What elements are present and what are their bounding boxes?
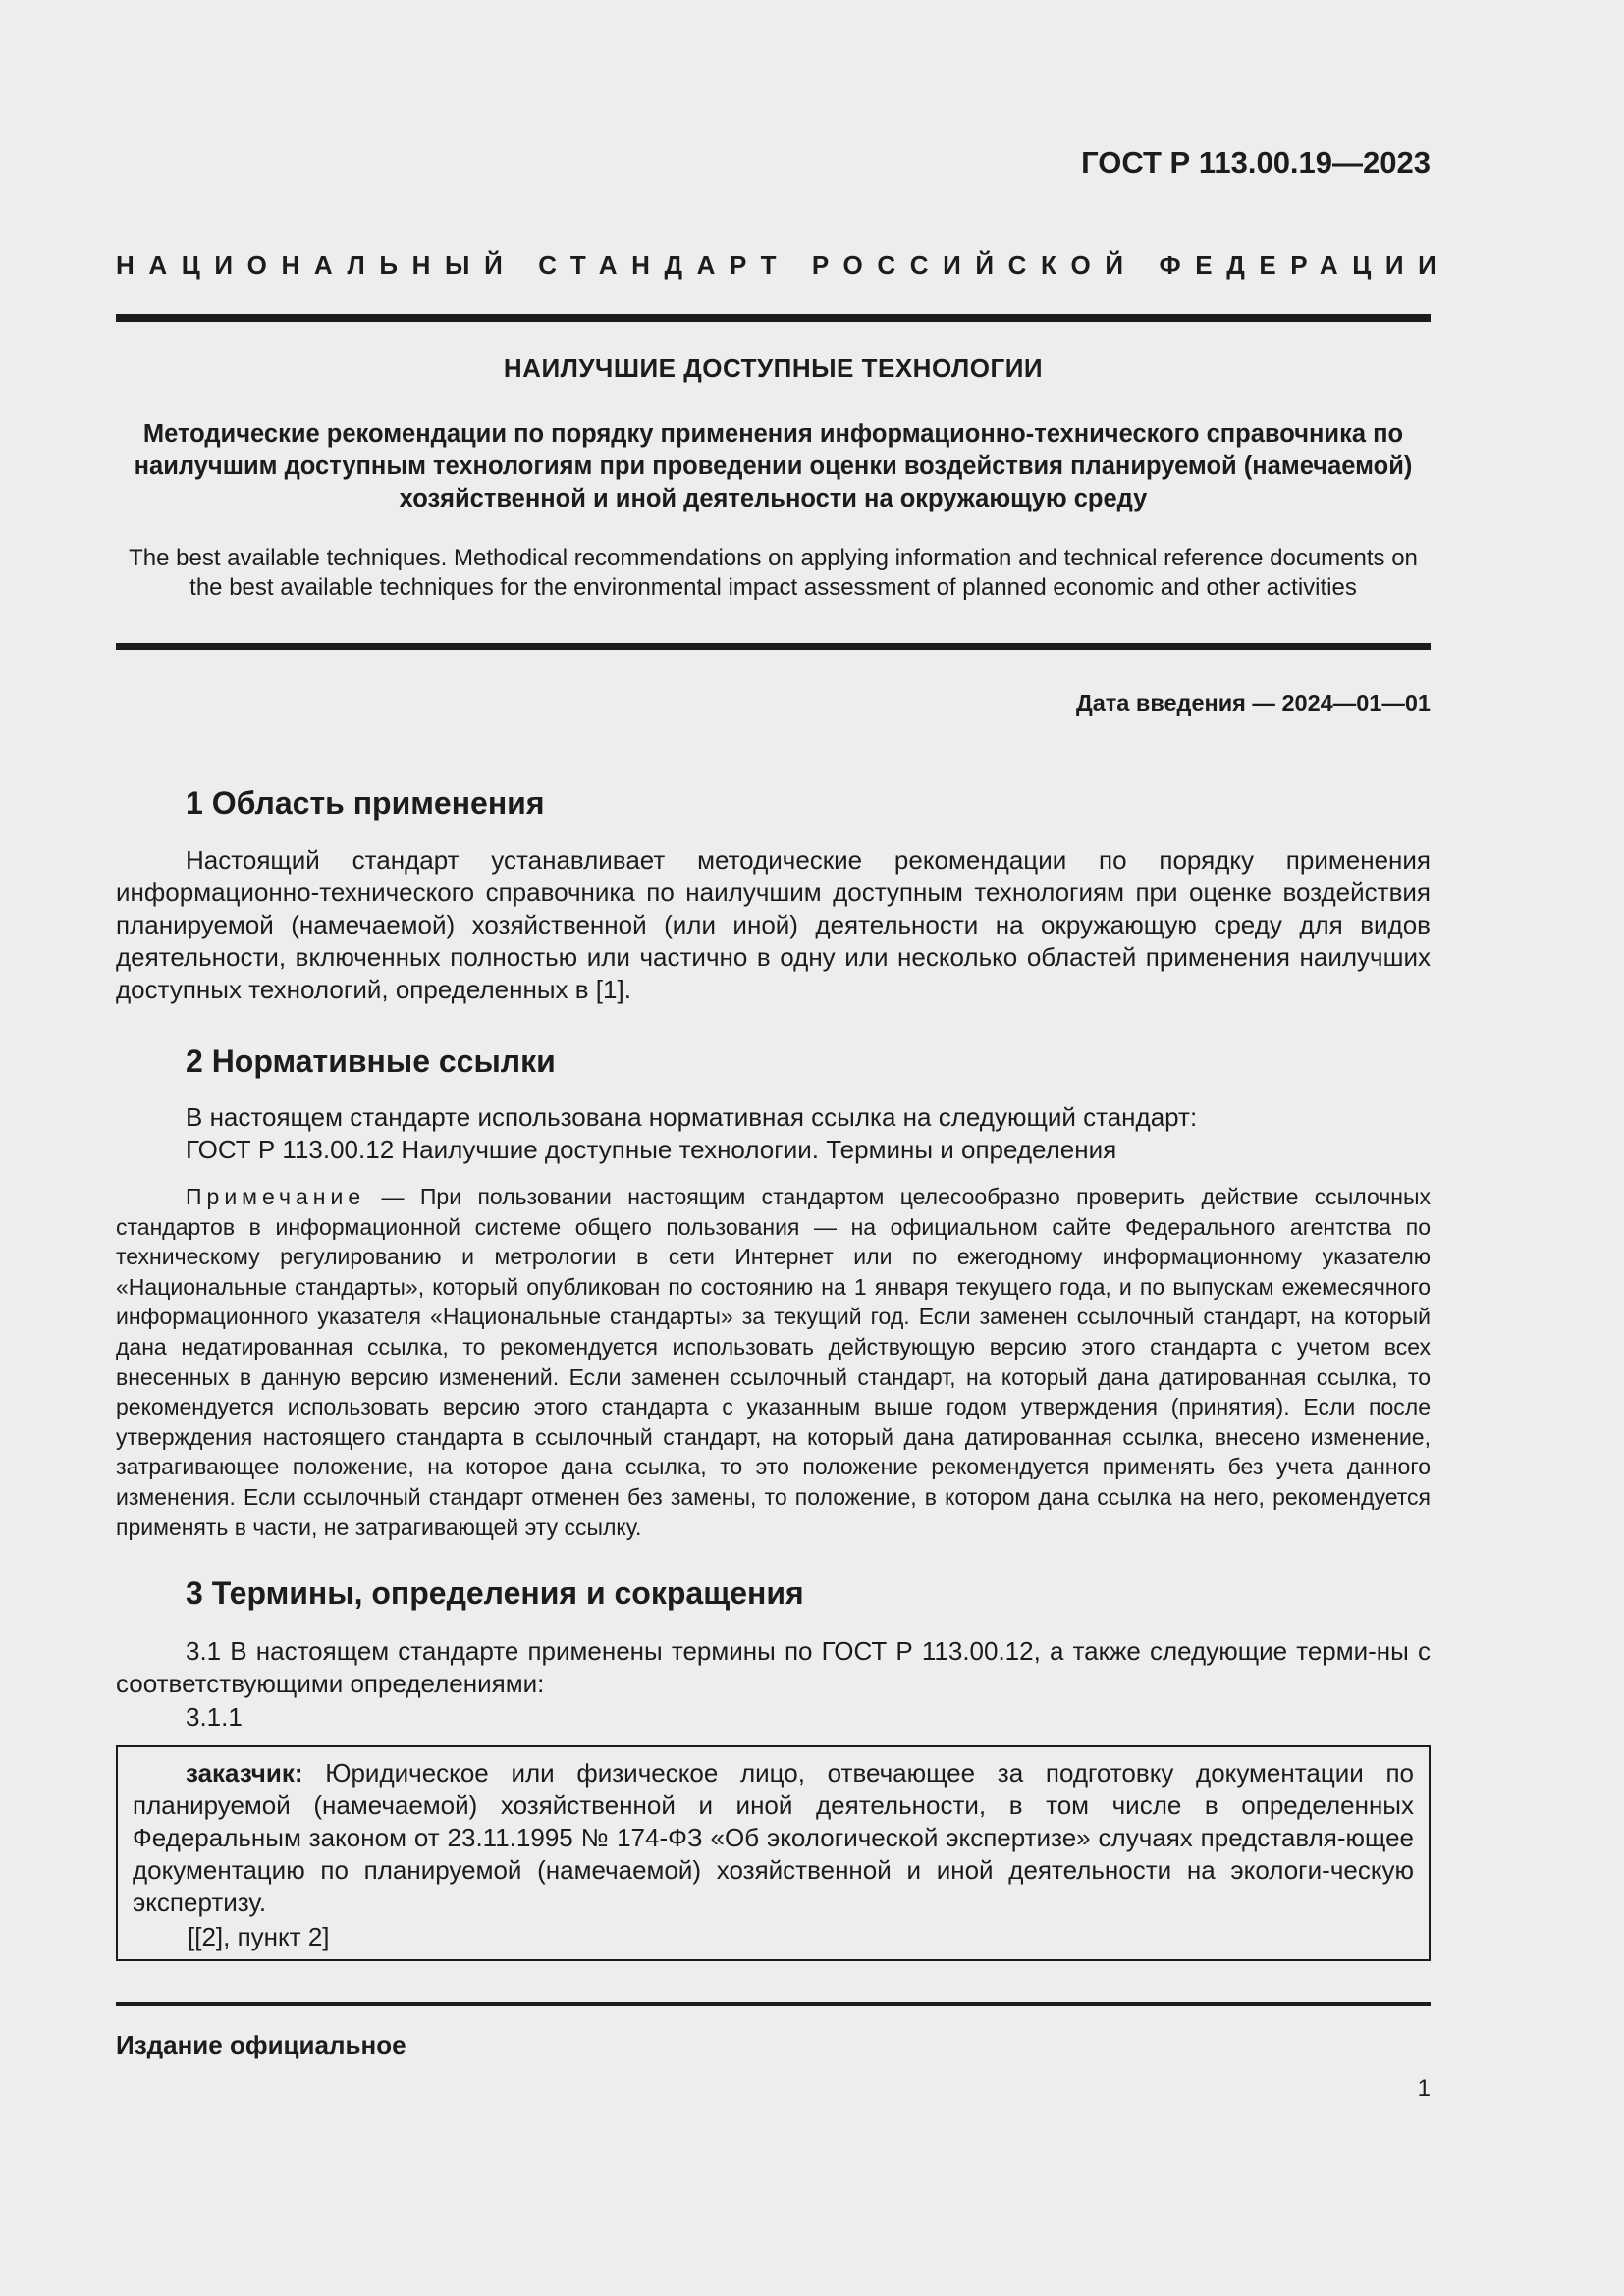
section-2-line-2: ГОСТ Р 113.00.12 Наилучшие доступные технологии. Термины и определения <box>186 1135 1117 1164</box>
term-item-number: 3.1.1 <box>186 1702 243 1732</box>
note-text: — При пользовании настоящим стандартом целесообразно проверить действие ссылочных стандартов в информационной системе общего пользования — на официальном сайте Федерального агентства по техническому регулированию и метрологии в сети Интернет или по ежегодному информационному указателю «Национальные стандарты», который опубликован по состоянию на 1 января текущего года, и по выпускам ежемесячного информационного указателя «Национальные стандарты» за текущий год. Если заменен ссылочный стандарт, на который дана недатированная ссылка, то рекомендуется использовать действующую версию этого стандарта с учетом всех внесенных в данную версию изменений. Если заменен ссылочный стандарт, на который дана датированная ссылка, то рекомендуется использовать версию этого стандарта с указанным выше годом утверждения (принятия). Если после утверждения настоящего стандарта в ссылочный стандарт, на который дана датированная ссылка, внесено изменение, затрагивающее положение, на которое дана ссылка, то это положение рекомендуется применять без учета данного изменения. Если ссылочный стандарт отменен без замены, то положение, в котором дана ссылка на него, рекомендуется применять в части, не затрагивающей эту ссылку. <box>116 1184 1431 1540</box>
page-number: 1 <box>1417 2075 1431 2102</box>
national-standard-banner: НАЦИОНАЛЬНЫЙ СТАНДАРТ РОССИЙСКОЙ ФЕДЕРАЦИИ <box>116 250 1451 280</box>
main-title: НАИЛУЧШИЕ ДОСТУПНЫЕ ТЕХНОЛОГИИ <box>503 353 1044 383</box>
note-label: Примечание <box>186 1184 366 1209</box>
term-name: заказчик: <box>186 1758 303 1788</box>
top-rule <box>116 314 1431 322</box>
footer-rule <box>116 2002 1431 2006</box>
document-code: ГОСТ Р 113.00.19—2023 <box>1081 145 1431 180</box>
term-definition <box>133 1757 1414 1919</box>
section-3-paragraph: 3.1 В настоящем стандарте применены термины по ГОСТ Р 113.00.12, а также следующие терми-ны с соответствующими определениями: <box>116 1636 1431 1698</box>
section-1-text: Настоящий стандарт устанавливает методические рекомендации по порядку применения информационно-технического справочника по наилучшим доступным технологиям при оценке воздействия планируемой (намечаемой) хозяйственной (или иной) деятельности на окружающую среду для видов деятельности, включенных полностью или частично в одну или несколько областей применения наилучших доступных технологий, определенных в [1]. <box>116 845 1431 1004</box>
section-1-heading: 1 Область применения <box>186 785 545 821</box>
english-title: The best available techniques. Methodical recommendations on applying information and technical reference documents on the best available techniques for the environmental impact assessment of planned economic and other activities <box>129 545 1418 601</box>
term-reference: [[2], пункт 2] <box>188 1922 330 1951</box>
subtitle: Методические рекомендации по порядку применения информационно-технического справочника по наилучшим доступным технологиям при проведении оценки воздействия планируемой (намечаемой) хозяйственной и иной деятельности на окружающую среду <box>134 420 1413 512</box>
term-definition-box <box>116 1745 1431 1961</box>
term-definition-text: Юридическое или физическое лицо, отвечающее за подготовку документации по планируемой (намечаемой) хозяйственной и иной деятельности, в том числе в определенных Федеральным законом от 23.11.1995 № 174-ФЗ «Об экологической экспертизе» случаях представля-ющее документацию по планируемой (намечаемой) хозяйственной и иной деятельности на экологи-ческую экспертизу. <box>133 1758 1414 1917</box>
edition-label: Издание официальное <box>116 2030 406 2059</box>
title-bottom-rule <box>116 643 1431 650</box>
section-2-line-1: В настоящем стандарте использована нормативная ссылка на следующий стандарт: <box>186 1102 1198 1132</box>
section-2-heading: 2 Нормативные ссылки <box>186 1043 556 1079</box>
section-2-note <box>116 1182 1431 1542</box>
introduction-date: Дата введения — 2024—01—01 <box>1075 690 1431 716</box>
section-3-heading: 3 Термины, определения и сокращения <box>186 1575 804 1611</box>
